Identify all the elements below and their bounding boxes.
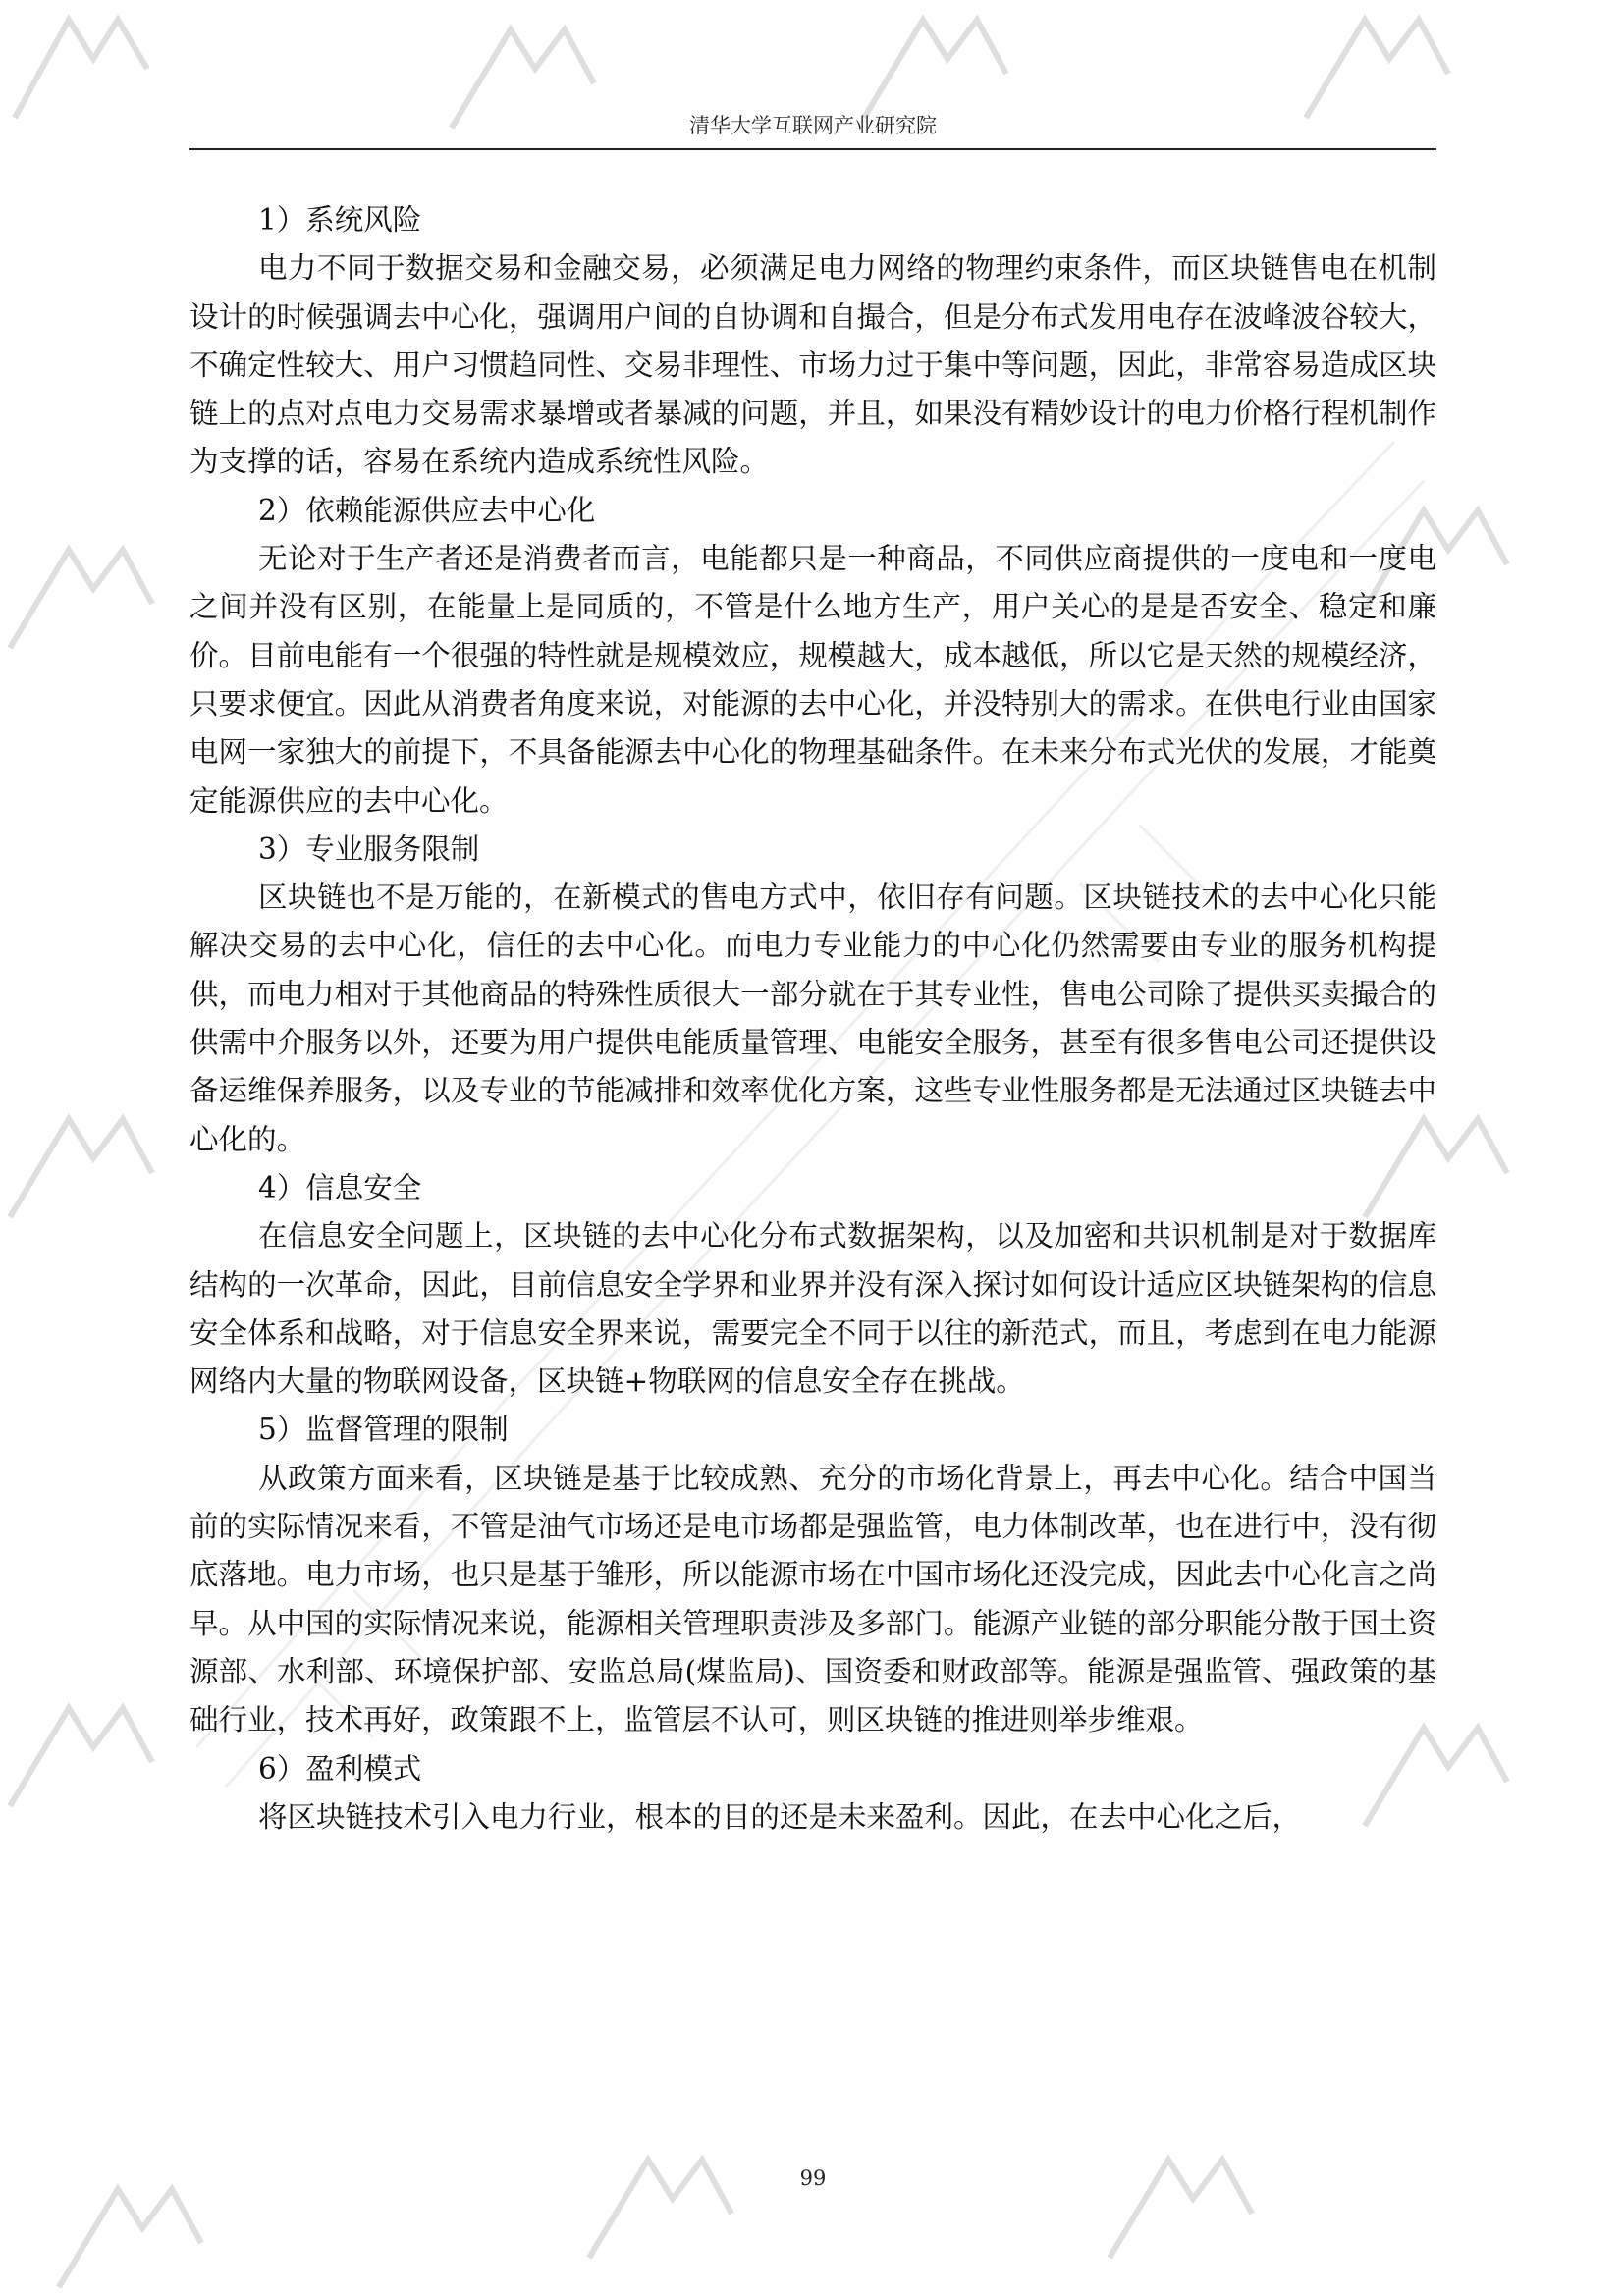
watermark-logo-icon xyxy=(59,2189,201,2287)
section-heading-6: 6）盈利模式 xyxy=(258,1751,422,1786)
watermark-logo-icon xyxy=(15,20,147,118)
section-paragraph-6: 将区块链技术引入电力行业，根本的目的还是未来盈利。因此，在去中心化之后， xyxy=(258,1799,1302,1834)
page-header: 清华大学互联网产业研究院 xyxy=(689,114,937,137)
section-paragraph-4: 在信息安全问题上，区块链的去中心化分布式数据架构，以及加密和共识机制是对于数据库结构的一次革命，因此，目前信息安全学界和业界并没有深入探讨如何设计适应区块链架构的信息安全体系和战略，对于信息安全界来说，需要完全不同于以往的新范式，而且，考虑到在电力能源网络内大量的物联网设备，区块链+物联网的信息安全存在挑战。 xyxy=(189,1219,1436,1399)
watermark-logo-icon xyxy=(10,550,152,648)
watermark-logo-icon xyxy=(10,1119,152,1217)
section-paragraph-1: 电力不同于数据交易和金融交易，必须满足电力网络的物理约束条件，而区块链售电在机制设计的时候强调去中心化，强调用户间的自协调和自撮合，但是分布式发用电存在波峰波谷较大，不确定性较大、用户习惯趋同性、交易非理性、市场力过于集中等问题，因此，非常容易造成区块链上的点对点电力交易需求暴增或者暴减的问题，并且，如果没有精妙设计的电力价格行程机制作为支撑的话，容易在系统内造成系统性风险。 xyxy=(189,251,1436,479)
section-heading-1: 1）系统风险 xyxy=(258,203,422,237)
watermark-logo-icon xyxy=(864,20,1006,118)
section-heading-5: 5）监督管理的限制 xyxy=(258,1413,509,1447)
page-number: 99 xyxy=(799,2166,827,2190)
section-heading-3: 3）专业服务限制 xyxy=(258,831,480,866)
watermark-logo-icon xyxy=(10,1708,152,1806)
section-heading-4: 4）信息安全 xyxy=(258,1170,422,1204)
section-paragraph-5: 从政策方面来看，区块链是基于比较成熟、充分的市场化背景上，再去中心化。结合中国当前的实际情况来看，不管是油气市场还是电市场都是强监管，电力体制改革，也在进行中，没有彻底落地。电力市场，也只是基于雏形，所以能源市场在中国市场化还没完成，因此去中心化言之尚早。从中国的实际情况来说，能源相关管理职责涉及多部门。能源产业链的部分职能分散于国土资源部、水利部、环境保护部、安监总局(煤监局)、国资委和财政部等。能源是强监管、强政策的基础行业，技术再好，政策跟不上，监管层不认可，则区块链的推进则举步维艰。 xyxy=(189,1461,1436,1737)
section-paragraph-3: 区块链也不是万能的，在新模式的售电方式中，依旧存有问题。区块链技术的去中心化只能解决交易的去中心化，信任的去中心化。而电力专业能力的中心化仍然需要由专业的服务机构提供，而电力相对于其他商品的特殊性质很大一部分就在于其专业性，售电公司除了提供买卖撮合的供需中介服务以外，还要为用户提供电能质量管理、电能安全服务，甚至有很多售电公司还提供设备运维保养服务，以及专业的节能减排和效率优化方案，这些专业性服务都是无法通过区块链去中心化的。 xyxy=(189,881,1436,1156)
section-heading-2: 2）依赖能源供应去中心化 xyxy=(258,493,596,527)
section-paragraph-2: 无论对于生产者还是消费者而言，电能都只是一种商品，不同供应商提供的一度电和一度电之间并没有区别，在能量上是同质的，不管是什么地方生产，用户关心的是是否安全、稳定和廉价。目前电能有一个很强的特性就是规模效应，规模越大，成本越低，所以它是天然的规模经济，只要求便宜。因此从消费者角度来说，对能源的去中心化，并没特别大的需求。在供电行业由国家电网一家独大的前提下，不具备能源去中心化的物理基础条件。在未来分布式光伏的发展，才能奠定能源供应的去中心化。 xyxy=(189,542,1436,818)
header-rule xyxy=(189,148,1436,150)
body-text xyxy=(189,196,1436,1842)
watermark-logo-icon xyxy=(1306,20,1448,118)
